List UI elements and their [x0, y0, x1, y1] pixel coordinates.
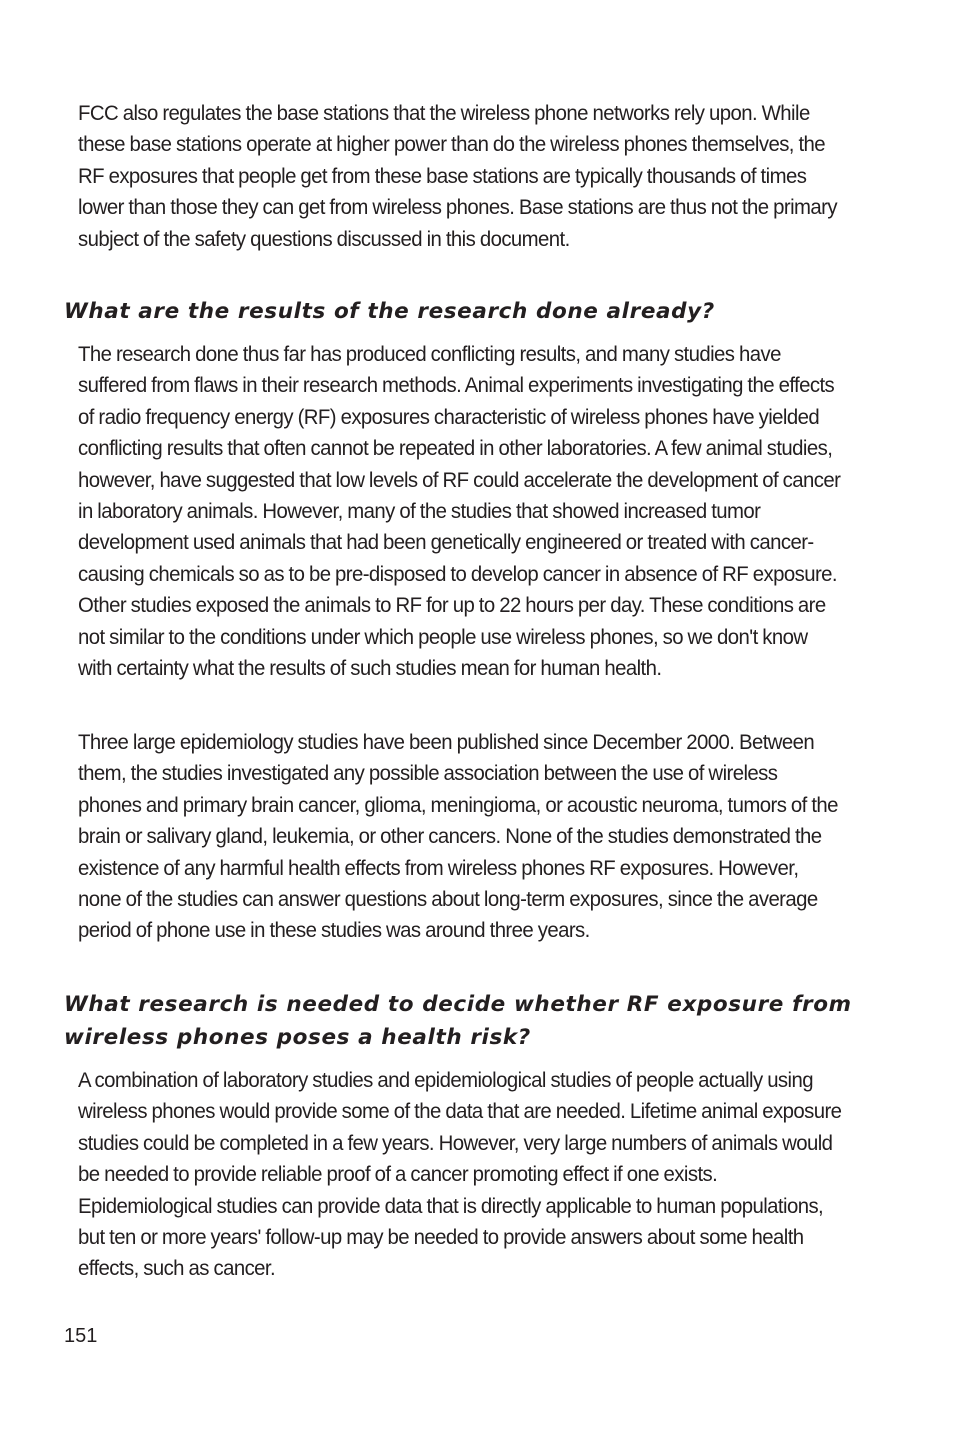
heading-research-results: What are the results of the research done already? — [64, 299, 715, 324]
heading-research-needed: What research is needed to decide whether RF exposure from wireless phones poses a health risk? — [64, 992, 852, 1050]
page-number: 151 — [64, 1325, 98, 1347]
paragraph-epidemiology-studies: Three large epidemiology studies have been published since December 2000. Between them, the studies investigated any possible association between the use of wireless phones and primary brain cancer, glioma, meningioma, or acoustic neuroma, tumors of the brain or salivary gland, leukemia, or other cancers. None of the studies demonstrated the existence of any harmful health effects from wireless phones RF exposures. However, none of the studies can answer questions about long-term exposures, since the average period of phone use in these studies was around three years. — [78, 731, 838, 943]
paragraph-research-results: The research done thus far has produced conflicting results, and many studies have suffered from flaws in their research methods. Animal experiments investigating the effects of radio frequency energy (RF) exposures characteristic of wireless phones have yielded conflicting results that often cannot be repeated in other laboratories. A few animal studies, however, have suggested that low levels of RF could accelerate the development of cancer in laboratory animals. However, many of the studies that showed increased tumor development used animals that had been genetically engineered or treated with cancer-causing chemicals so as to be pre-disposed to develop cancer in absence of RF exposure. Other studies exposed the animals to RF for up to 22 hours per day. These conditions are not similar to the conditions under which people use wireless phones, so we don't know with certainty what the results of such studies mean for human health. — [78, 343, 841, 681]
paragraph-research-needed: A combination of laboratory studies and epidemiological studies of people actually using wireless phones would provide some of the data that are needed. Lifetime animal exposure studies could be completed in a few years. However, very large numbers of animals would be needed to provide reliable proof of a cancer promoting effect if one exists. Epidemiological studies can provide data that is directly applicable to human populations, but ten or more years' follow-up may be needed to provide answers about some health effects, such as cancer. — [78, 1069, 842, 1281]
paragraph-base-stations: FCC also regulates the base stations that the wireless phone networks rely upon. While these base stations operate at higher power than do the wireless phones themselves, the RF exposures that people get from these base stations are typically thousands of times lower than those they can get from wireless phones. Base stations are thus not the primary subject of the safety questions discussed in this document. — [78, 102, 837, 251]
